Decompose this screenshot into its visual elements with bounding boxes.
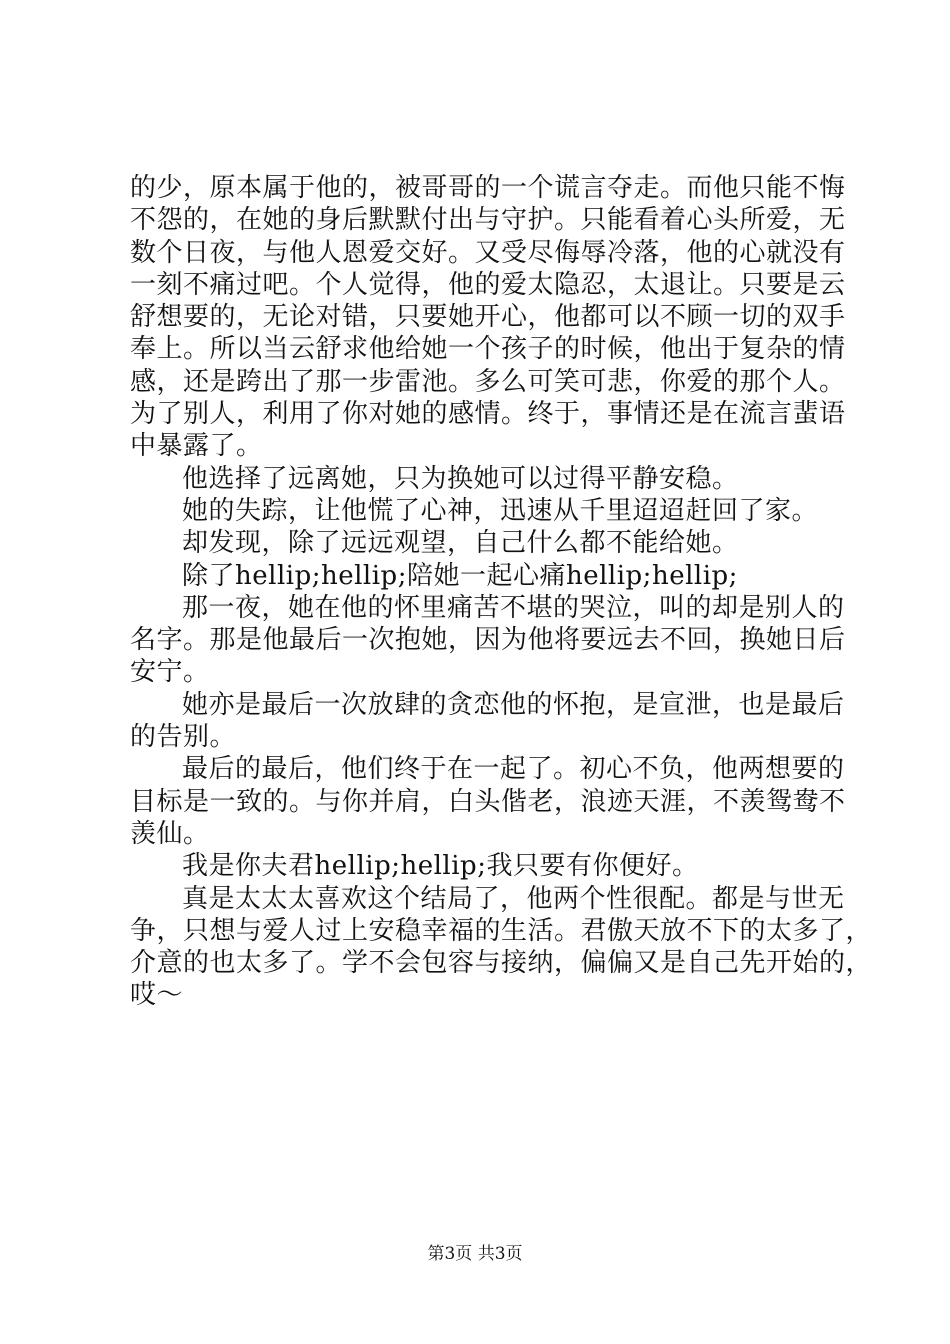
text-line: 一刻不痛过吧。个人觉得，他的爱太隐忍，太退让。只要是云 — [130, 269, 846, 300]
paragraph-start-line: 他选择了远离她，只为换她可以过得平静安稳。 — [182, 463, 739, 494]
paragraph-start-line: 真是太太太喜欢这个结局了，他两个性很配。都是与世无 — [182, 883, 845, 914]
paragraph-start-line: 却发现，除了远远观望，自己什么都不能给她。 — [182, 528, 739, 559]
text-line: 哎～ — [130, 980, 184, 1011]
text-line: 不怨的，在她的身后默默付出与守护。只能看着心头所爱，无 — [130, 205, 846, 236]
text-line: 争，只想与爱人过上安稳幸福的生活。君傲天放不下的太多了， — [130, 915, 873, 946]
text-line: 羡仙。 — [130, 818, 210, 849]
page-number-footer: 第3页 共3页 — [427, 1244, 523, 1264]
body-text — [130, 172, 873, 1012]
text-line: 数个日夜，与他人恩爱交好。又受尽侮辱冷落，他的心就没有 — [130, 237, 846, 268]
text-line: 目标是一致的。与你并肩，白头偕老，浪迹天涯，不羡鸳鸯不 — [130, 786, 846, 817]
text-line: 中暴露了。 — [130, 431, 263, 462]
text-line: 奉上。所以当云舒求他给她一个孩子的时候，他出于复杂的情 — [130, 334, 846, 365]
text-line: 介意的也太多了。学不会包容与接纳，偏偏又是自己先开始的， — [130, 948, 873, 979]
text-line: 名字。那是他最后一次抱她，因为他将要远去不回，换她日后 — [130, 625, 846, 656]
paragraph-start-line: 除了hellip;hellip;陪她一起心痛hellip;hellip; — [182, 560, 738, 591]
text-line: 安宁。 — [130, 657, 210, 688]
text-line: 为了别人，利用了你对她的感情。终于，事情还是在流言蜚语 — [130, 399, 846, 430]
text-line: 感，还是跨出了那一步雷池。多么可笑可悲，你爱的那个人。 — [130, 366, 846, 397]
paragraph-start-line: 她亦是最后一次放肆的贪恋他的怀抱，是宣泄，也是最后 — [182, 689, 845, 720]
text-line: 的告别。 — [130, 722, 237, 753]
text-line: 的少，原本属于他的，被哥哥的一个谎言夺走。而他只能不悔 — [130, 173, 846, 203]
text-line: 舒想要的，无论对错，只要她开心，他都可以不顾一切的双手 — [130, 302, 846, 333]
paragraph-start-line: 那一夜，她在他的怀里痛苦不堪的哭泣，叫的却是别人的 — [182, 592, 845, 623]
paragraph-start-line: 她的失踪，让他慌了心神，迅速从千里迢迢赶回了家。 — [182, 495, 819, 526]
paragraph-start-line: 我是你夫君hellip;hellip;我只要有你便好。 — [182, 851, 699, 882]
paragraph-start-line: 最后的最后，他们终于在一起了。初心不负，他两想要的 — [182, 754, 845, 785]
